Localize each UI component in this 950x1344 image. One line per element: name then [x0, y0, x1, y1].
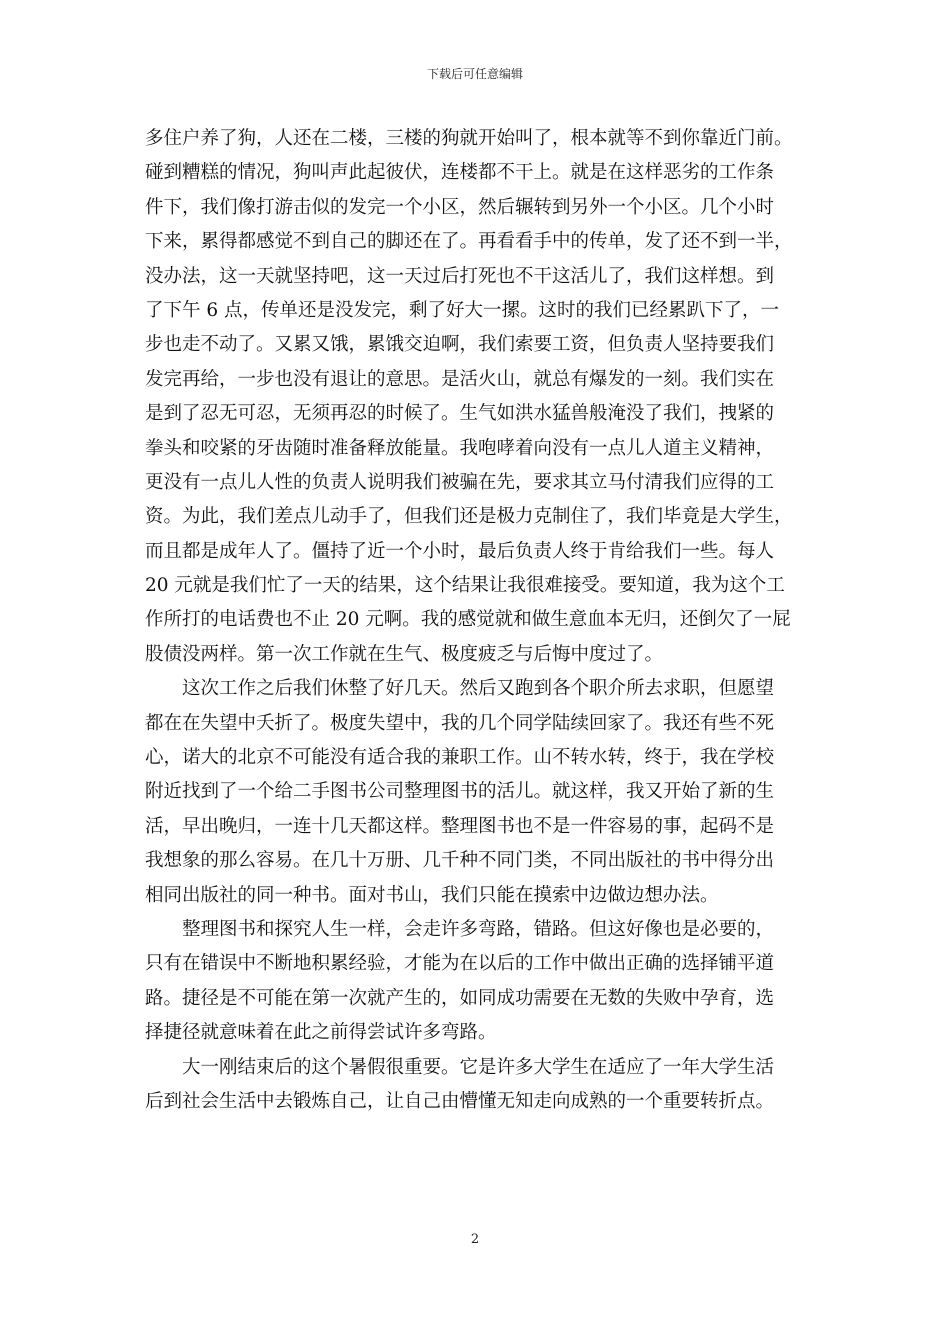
text-line: 拳头和咬紧的牙齿随时准备释放能量。我咆哮着向没有一点儿人道主义精神， [145, 437, 775, 459]
text-line: 股债没两样。第一次工作就在生气、极度疲乏与后悔中度过了。 [145, 643, 664, 665]
page-number: 2 [470, 1232, 480, 1247]
text-line: 择捷径就意味着在此之前得尝试许多弯路。 [145, 1022, 497, 1044]
text-line: 路。捷径是不可能在第一次就产生的，如同成功需要在无数的失败中孕育，选 [145, 987, 775, 1009]
text-line: 发完再给，一步也没有退让的意思。是活火山，就总有爆发的一刻。我们实在 [145, 368, 775, 390]
text-line: 件下，我们像打游击似的发完一个小区，然后辗转到另外一个小区。几个小时 [145, 196, 775, 218]
text-line: 下来，累得都感觉不到自己的脚还在了。再看看手中的传单，发了还不到一半， [145, 231, 793, 253]
text-line: 这次工作之后我们休整了好几天。然后又跑到各个职介所去求职，但愿望 [182, 678, 775, 700]
text-line: 相同出版社的同一种书。面对书山，我们只能在摸索中边做边想办法。 [145, 884, 719, 906]
text-line: 20 元就是我们忙了一天的结果，这个结果让我很难接受。要知道，我为这个工 [145, 575, 785, 597]
text-line: 碰到糟糕的情况，狗叫声此起彼伏，连楼都不干上。就是在这样恶劣的工作条 [145, 162, 775, 184]
text-line: 整理图书和探究人生一样，会走许多弯路，错路。但这好像也是必要的， [182, 918, 775, 940]
text-line: 多住户养了狗，人还在二楼，三楼的狗就开始叫了，根本就等不到你靠近门前。 [145, 128, 793, 149]
text-line: 资。为此，我们差点儿动手了，但我们还是极力克制住了，我们毕竟是大学生， [145, 506, 793, 528]
text-line: 而且都是成年人了。僵持了近一个小时，最后负责人终于肯给我们一些。每人 [145, 540, 775, 562]
text-line: 了下午 6 点，传单还是没发完，剩了好大一摞。这时的我们已经累趴下了，一 [145, 299, 780, 321]
text-line: 没办法，这一天就坚持吧，这一天过后打死也不干这活儿了，我们这样想。到 [145, 265, 775, 287]
text-line: 更没有一点儿人性的负责人说明我们被骗在先，要求其立马付清我们应得的工 [145, 471, 775, 493]
text-line: 步也走不动了。又累又饿，累饿交迫啊，我们索要工资，但负责人坚持要我们 [145, 334, 775, 356]
text-line: 活，早出晚归，一连十几天都这样。整理图书也不是一件容易的事，起码不是 [145, 815, 775, 837]
text-line: 都在在失望中夭折了。极度失望中，我的几个同学陆续回家了。我还有些不死 [145, 712, 775, 734]
text-line: 我想象的那么容易。在几十万册、几千种不同门类，不同出版社的书中得分出 [145, 850, 775, 872]
text-line: 后到社会生活中去锻炼自己，让自己由懵懂无知走向成熟的一个重要转折点。 [145, 1090, 775, 1112]
text-line: 附近找到了一个给二手图书公司整理图书的活儿。就这样，我又开始了新的生 [145, 781, 775, 803]
text-line: 大一刚结束后的这个暑假很重要。它是许多大学生在适应了一年大学生活 [182, 1056, 775, 1078]
text-line: 只有在错误中不断地积累经验，才能为在以后的工作中做出正确的选择铺平道 [145, 953, 775, 975]
text-line: 是到了忍无可忍，无须再忍的时候了。生气如洪水猛兽般淹没了我们，拽紧的 [145, 403, 775, 425]
document-body [145, 122, 810, 1119]
text-line: 作所打的电话费也不止 20 元啊。我的感觉就和做生意血本无归，还倒欠了一屁 [145, 609, 791, 631]
text-line: 心，诺大的北京不可能没有适合我的兼职工作。山不转水转，终于，我在学校 [145, 747, 775, 769]
page-header: 下载后可任意编辑 [426, 67, 523, 81]
